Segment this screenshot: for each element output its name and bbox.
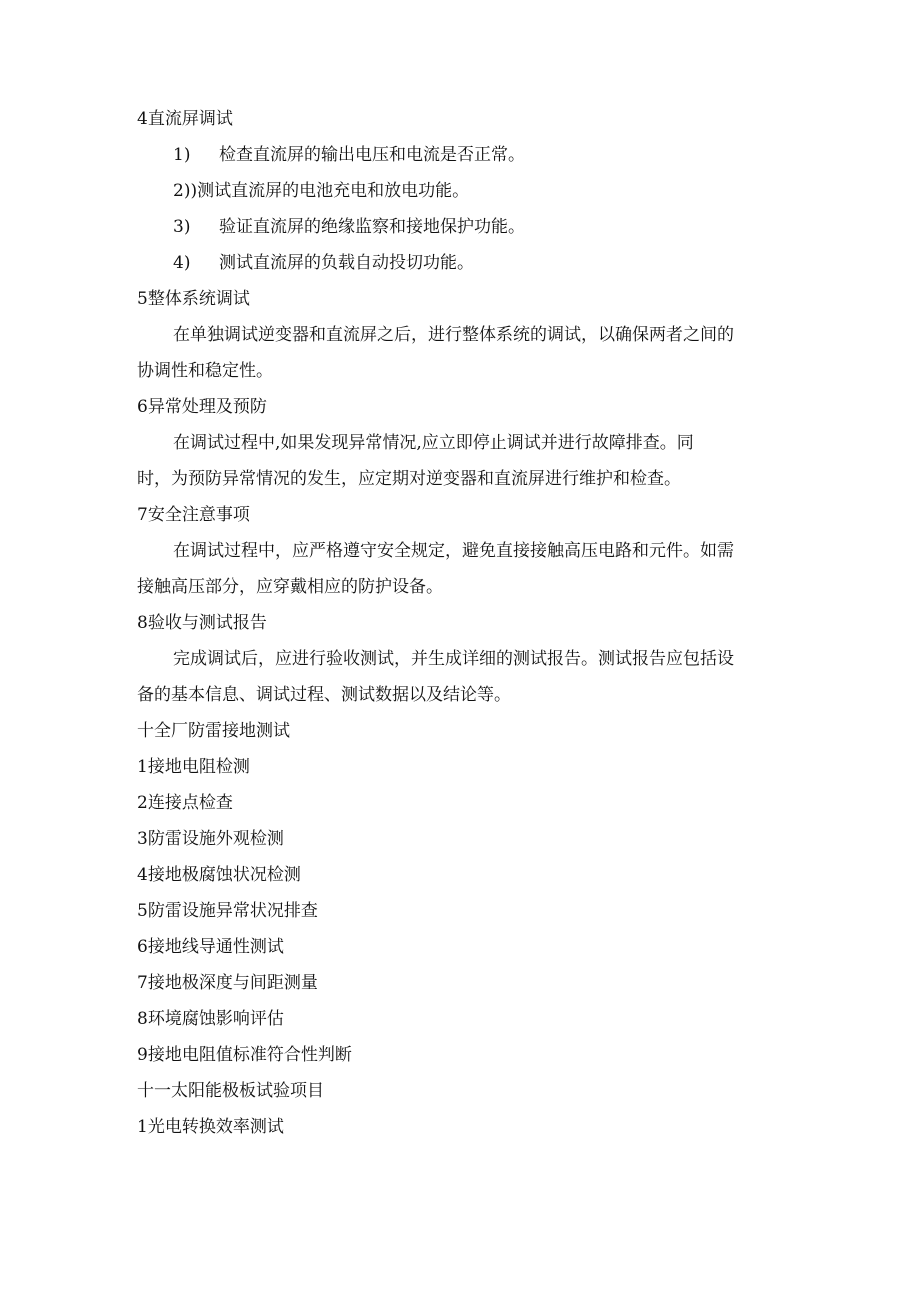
- paragraph-line: 在单独调试逆变器和直流屏之后，进行整体系统的调试，以确保两者之间的: [173, 325, 734, 345]
- list-item-number: 2)): [173, 181, 198, 201]
- list-item: 6接地线导通性测试: [137, 937, 284, 957]
- paragraph-abnormal: [137, 425, 787, 497]
- list-item: 1接地电阻检测: [137, 757, 250, 777]
- list-item-text: 测试直流屏的负载自动投切功能。: [219, 253, 474, 273]
- section-heading-safety: 7安全注意事项: [137, 505, 250, 525]
- list-item: [137, 137, 787, 173]
- list-item-number: 1): [173, 145, 191, 165]
- section-heading-solar: 十一太阳能极板试验项目: [137, 1081, 324, 1101]
- list-item-text: 测试直流屏的电池充电和放电功能。: [197, 181, 470, 201]
- list-item: 4接地极腐蚀状况检测: [137, 865, 301, 885]
- paragraph-line: 时，为预防异常情况的发生，应定期对逆变器和直流屏进行维护和检查。: [137, 469, 681, 489]
- paragraph-line: 在调试过程中，应严格遵守安全规定，避免直接接触高压电路和元件。如需: [173, 541, 734, 561]
- list-item: 7接地极深度与间距测量: [137, 973, 318, 993]
- list-item: 3防雷设施外观检测: [137, 829, 284, 849]
- paragraph-line: 完成调试后，应进行验收测试，并生成详细的测试报告。测试报告应包括设: [173, 649, 734, 669]
- list-item: [137, 245, 787, 281]
- section-heading-acceptance: 8验收与测试报告: [137, 613, 267, 633]
- list-item-number: 4): [173, 253, 191, 273]
- paragraph-line: 备的基本信息、调试过程、测试数据以及结论等。: [137, 685, 511, 705]
- section-heading-system: 5整体系统调试: [137, 289, 250, 309]
- paragraph-system: [137, 317, 787, 389]
- paragraph-line: 接触高压部分，应穿戴相应的防护设备。: [137, 577, 443, 597]
- paragraph-acceptance: [137, 641, 787, 713]
- list-item: [137, 209, 787, 245]
- list-item-text: 验证直流屏的绝缘监察和接地保护功能。: [219, 217, 525, 237]
- list-item: 9接地电阻值标准符合性判断: [137, 1045, 352, 1065]
- list-item: [137, 173, 787, 209]
- paragraph-safety: [137, 533, 787, 605]
- paragraph-line: 在调试过程中,如果发现异常情况,应立即停止调试并进行故障排查。同: [173, 433, 694, 453]
- section-heading-grounding: 十全厂防雷接地测试: [137, 721, 290, 741]
- list-item: 1光电转换效率测试: [137, 1117, 284, 1137]
- list-item-text: 检查直流屏的输出电压和电流是否正常。: [219, 145, 525, 165]
- section-heading-abnormal: 6异常处理及预防: [137, 397, 267, 417]
- list-item: 8环境腐蚀影响评估: [137, 1009, 284, 1029]
- paragraph-line: 协调性和稳定性。: [137, 361, 273, 381]
- list-item-number: 3): [173, 217, 191, 237]
- section-heading-dc-panel: 4直流屏调试: [137, 109, 233, 129]
- list-item: 2连接点检查: [137, 793, 233, 813]
- list-item: 5防雷设施异常状况排查: [137, 901, 318, 921]
- document-body: [137, 101, 787, 1145]
